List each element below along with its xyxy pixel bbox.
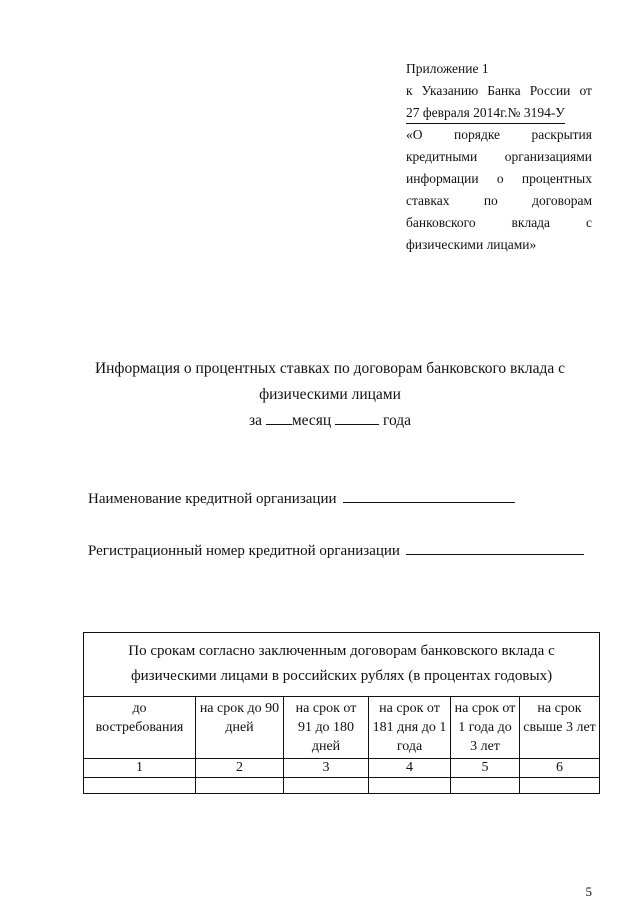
reg-number-blank[interactable] [406,540,584,555]
column-header: на срок до 90 дней [196,697,284,759]
org-name-field [88,488,515,508]
page-number: 5 [585,884,592,899]
table-cell[interactable] [520,778,600,794]
appendix-reference [406,80,592,102]
column-header: до востребования [84,697,196,759]
reporting-period [60,408,600,434]
column-number: 1 [84,759,196,778]
org-name-blank[interactable] [343,488,515,503]
column-number: 2 [196,759,284,778]
appendix-word: к [406,83,413,98]
table-row [84,697,600,759]
column-header: на срок от 91 до 180 дней [284,697,369,759]
appendix-subject-line: кредитными организациями [406,149,592,164]
table-row [84,759,600,778]
table-cell[interactable] [369,778,451,794]
table-cell[interactable] [451,778,520,794]
reg-number-field [88,540,584,560]
column-number: 5 [451,759,520,778]
period-prefix: за [248,412,262,429]
reg-number-label: Регистрационный номер кредитной организации [88,543,400,559]
column-number: 4 [369,759,451,778]
title-line-2: физическими лицами [259,386,401,403]
appendix-subject-line: ставках по договорам [406,193,592,208]
appendix-subject-line: информации о процентных [406,171,592,186]
year-blank[interactable] [335,410,379,425]
appendix-block [406,58,592,256]
appendix-word: от [579,83,592,98]
appendix-word: России [529,83,571,98]
org-name-label: Наименование кредитной организации [88,491,337,507]
table-cell[interactable] [196,778,284,794]
column-number: 6 [520,759,600,778]
column-header: на срок свыше 3 лет [520,697,600,759]
column-number: 3 [284,759,369,778]
period-month-label: месяц [291,412,332,429]
document-title [60,356,600,434]
column-header: на срок от 181 дня до 1 года [369,697,451,759]
period-year-label: года [382,412,412,429]
appendix-subject-line: банковского вклада с [406,215,592,230]
title-line-1: Информация о процентных ставках по договорам банковского вклада с [94,360,566,377]
appendix-word: Указанию [421,83,479,98]
table-cell[interactable] [84,778,196,794]
appendix-title: Приложение 1 [406,61,489,76]
table-header: По срокам согласно заключенным договорам банковского вклада с физическими лицами в российских рублях (в процентах годовых) [84,633,600,697]
table-row [84,778,600,794]
interest-rates-table [83,632,600,794]
appendix-subject-line: физическими лицами» [406,237,537,252]
table-cell[interactable] [284,778,369,794]
appendix-date-number: 27 февраля 2014г.№ 3194-У [406,104,565,124]
appendix-subject-line: «О порядке раскрытия [406,127,592,142]
month-blank[interactable] [266,410,292,425]
appendix-word: Банка [487,83,521,98]
column-header: на срок от 1 года до 3 лет [451,697,520,759]
